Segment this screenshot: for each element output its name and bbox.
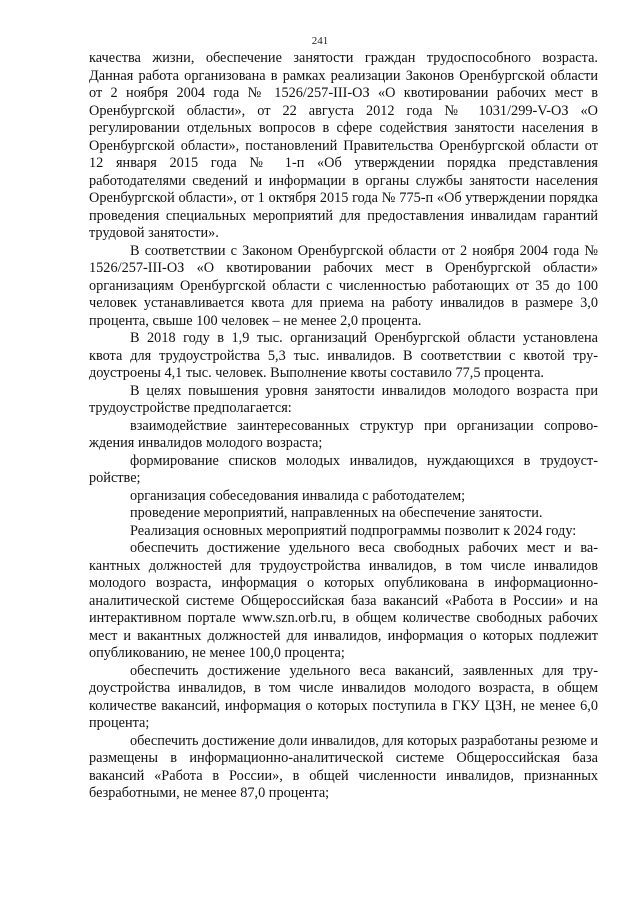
page-number: 241 [311, 35, 329, 47]
list-item: формирование списков молодых инвалидов, нуждающихся в трудоустройстве; [89, 452, 598, 486]
paragraph: В соответствии с Законом Оренбургской области от 2 ноября 2004 года № 1526/257-III-ОЗ «О квотировании рабочих мест в Оренбургской области» организациям Оренбургской области с численностью работающих от 35 до 100 человек устанавливается квота для приема на работу инвалидов в размере 3,0 процента, свыше 100 человек – не менее 2,0 процента. [89, 242, 598, 329]
list-item: обеспечить достижение доли инвалидов, для которых разработаны резюме и размещены в информационно-аналитической системе Общероссийская база вакансий «Работа в России», в общей численности инвалидов, признанных безработными, не менее 87,0 процента; [89, 732, 598, 801]
body-text [89, 50, 598, 803]
paragraph: качества жизни, обеспечение занятости граждан трудоспособного возраста. Данная работа организована в рамках реализации Законов Оренбургской области от 2 ноября 2004 года № 1526/257-III-ОЗ «О квотировании рабочих мест в Оренбургской области», от 22 августа 2012 года № 1031/299-V-ОЗ «О регулировании отдельных вопросов в сфере содействия занятости населения в Оренбургской области», постановлений Правительства Оренбургской области от 12 января 2015 года № 1-п «Об утверждении порядка представления работодателями сведений и информации в органы службы занятости населения Оренбургской области», от 1 октября 2015 года № 775-п «Об утверждении порядка проведения специальных мероприятий для предоставления инвалидам гарантий трудовой занятости». [89, 50, 598, 241]
list-item: проведение мероприятий, направленных на обеспечение занятости. [130, 505, 543, 521]
paragraph: В 2018 году в 1,9 тыс. организаций Оренбургской области установлена квота для трудоустройства 5,3 тыс. инвалидов. В соответствии с квотой трудоустроены 4,1 тыс. человек. Выполнение квоты составило 77,5 процента. [89, 330, 598, 381]
paragraph: Реализация основных мероприятий подпрограммы позволит к 2024 году: [130, 522, 577, 539]
list-item: взаимодействие заинтересованных структур при организации сопровождения инвалидов молодого возраста; [89, 417, 598, 451]
list-item: обеспечить достижение удельного веса свободных рабочих мест и вакантных должностей для трудоустройства инвалидов, в том числе инвалидов молодого возраста, информация о которых опубликована в информационно-аналитической системе Общероссийская база вакансий «Работа в России» и на интерактивном портале www.szn.orb.ru, в общем количестве свободных рабочих мест и вакантных должностей для инвалидов, информация о которых подлежит опубликованию, не менее 100,0 процента; [89, 540, 598, 661]
list-item: обеспечить достижение удельного веса вакансий, заявленных для трудоустройства инвалидов, в том числе инвалидов молодого возраста, в общем количестве вакансий, информация о которых поступила в ГКУ ЦЗН, не менее 6,0 процента; [89, 662, 598, 731]
list-item: организация собеседования инвалида с работодателем; [130, 487, 466, 504]
paragraph: В целях повышения уровня занятости инвалидов молодого возраста при трудоустройстве предполагается: [89, 382, 598, 416]
